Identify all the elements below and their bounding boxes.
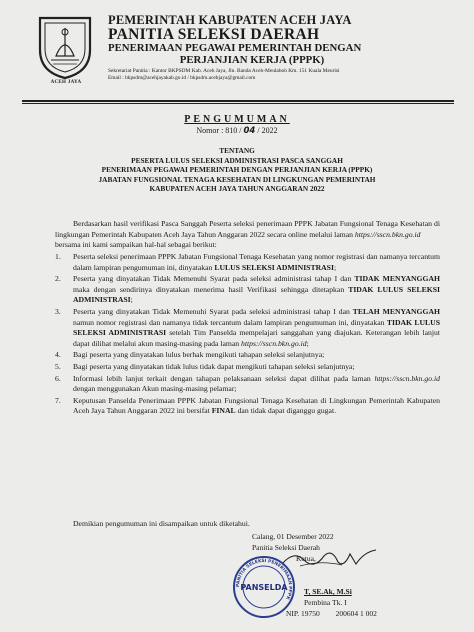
signatory-org: Panitia Seleksi Daerah: [252, 543, 320, 552]
closing-text: Demikian pengumuman ini disampaikan untuk diketahui.: [73, 519, 250, 528]
letterhead: [30, 14, 450, 96]
place-date: Calang, 01 Desember 2022: [252, 532, 334, 541]
letterhead-text: [108, 14, 450, 82]
number-suffix: / 2022: [257, 126, 278, 135]
intro-link[interactable]: https://sscn.bkn.go.id: [354, 229, 421, 239]
header-address: Sekretariat Panitia : Kantor BKPSDM Kab. Aceh Jaya, Jln. Banda Aceh-Meulaboh Km. 151 Kuala Meurisi: [108, 68, 340, 74]
signatory-nip-end: 200604 1 002: [335, 609, 377, 618]
logo-caption: ACEH JAYA: [50, 80, 82, 85]
list-item: 1. Peserta seleksi penerimaan PPPK Jabatan Fungsional Tenaga Kesehatan yang nomor registrasi dan namanya tercantum dalam lampiran pengumuman ini, dinyatakan LULUS SELEKSI ADMINISTRASI;: [55, 252, 440, 272]
subject-label: TENTANG: [219, 146, 255, 155]
official-stamp-icon: [232, 555, 296, 619]
intro-tail: bersama ini kami sampaikan hal-hal sebagai berikut:: [55, 240, 217, 250]
list-item: 3. Peserta yang dinyatakan Tidak Memenuhi Syarat pada seleksi administrasi tahap I dan TELAH MENYANGGAH namun nomor registrasi dan namanya tidak tercantum dalam lampiran pengumuman ini, dinyatakan TIDAK LULUS SELEKSI ADMINISTRASI setelah Tim Panselda mempelajari sanggahan yang diajukan. Keterangan lebih lanjut dapat dilihat melalui akun masing-masing pada laman https://sscn.bkn.go.id;: [55, 306, 440, 348]
aceh-jaya-logo-icon: [34, 16, 96, 80]
header-divider-thick: [22, 100, 454, 102]
subject-line: PESERTA LULUS SELEKSI ADMINISTRASI PASCA SANGGAH: [131, 155, 343, 165]
list-item: 7. Keputusan Panselda Penerimaan PPPK Jabatan Fungsional Tenaga Kesehatan di Lingkungan Pemerintah Kabupaten Aceh Jaya Tahun Anggaran 2022 ini bersifat FINAL dan tidak dapat diganggu gugat.: [55, 395, 440, 416]
signatory-role: Ketua,: [296, 554, 316, 563]
number-handwritten: 04: [243, 126, 256, 136]
header-divider-thin: [22, 103, 454, 104]
list-item: 2. Peserta yang dinyatakan Tidak Memenuhi Syarat pada seleksi administrasi tahap I dan TIDAK MENYANGGAH maka dengan sendirinya dinyatakan menerima hasil Verifikasi sehingga ditetapkan TIDAK LULUS SELEKSI ADMINISTRASI;: [55, 274, 441, 305]
subject-line: PENERIMAAN PEGAWAI PEMERINTAH DENGAN PERJANJIAN KERJA (PPPK): [101, 165, 373, 175]
list-item: 5. Bagi peserta yang dinyatakan tidak lulus tidak dapat mengikuti tahapan seleksi selanjutnya;: [55, 361, 355, 371]
intro-paragraph: [55, 219, 440, 253]
item-link[interactable]: https://sscn.bkn.go.id: [241, 338, 307, 348]
list-item: 4. Bagi peserta yang dinyatakan lulus berhak mengikuti tahapan seleksi selanjutnya;: [55, 350, 325, 360]
subject-line: KABUPATEN ACEH JAYA TAHUN ANGGARAN 2022: [149, 184, 325, 194]
document-number: [0, 126, 474, 136]
signatory-rank: Pembina Tk. I: [304, 598, 347, 607]
page-title: PENGUMUMAN: [184, 114, 290, 125]
header-line-1: PEMERINTAH KABUPATEN ACEH JAYA: [108, 13, 352, 27]
intro-text: Berdasarkan hasil verifikasi Pasca Sanggah Peserta seleksi penerimaan PPPK Jabatan Fungsional Tenaga Kesehatan di lingkungan Pemerintah Kabupaten Aceh Jaya Tahun Anggaran 2022 secara online melalui laman: [55, 219, 440, 239]
header-line-3: PENERIMAAN PEGAWAI PEMERINTAH DENGAN: [108, 42, 362, 54]
announcement-list: [55, 252, 440, 418]
item-link[interactable]: https://sscn.bkn.go.id: [374, 373, 440, 383]
header-line-4: PERJANJIAN KERJA (PPPK): [179, 53, 325, 66]
stamp-ring-text: PANITIA SELEKSI PENERIMAAN PPPK: [235, 558, 293, 601]
subject-block: [30, 146, 444, 194]
signatory-name: T, SE.Ak, M.Si: [304, 587, 352, 596]
subject-line: JABATAN FUNGSIONAL TENAGA KESEHATAN DI LINGKUNGAN PEMERINTAH: [98, 174, 376, 184]
list-item: 6. Informasi lebih lanjut terkait dengan tahapan pelaksanaan seleksi dapat dilihat pada laman https://sscn.bkn.go.id dengan menggunakan Akun masing-masing pelamar;: [55, 373, 440, 394]
header-line-2: PANITIA SELEKSI DAERAH: [108, 26, 320, 43]
stamp-label: PANSELDA: [240, 583, 288, 592]
header-email: Email : bkpsdm@acehjayakab.go.id / bkpsdm.acehjaya@gmail.com: [108, 75, 256, 81]
number-prefix: Nomor : 810 /: [196, 126, 242, 135]
signatory-nip: NIP. 19750: [286, 609, 320, 618]
